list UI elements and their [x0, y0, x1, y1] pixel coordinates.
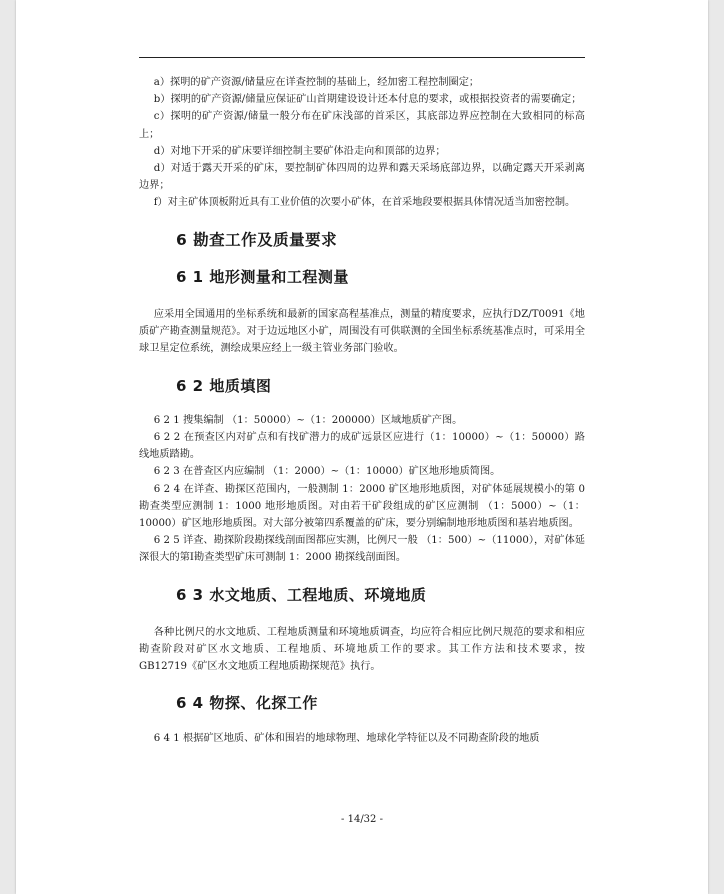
section-6-1-text: 应采用全国通用的坐标系统和最新的国家高程基准点，测量的精度要求，应执行DZ/T0091《地质矿产勘查测量规范》。对于边远地区小矿，周围没有可供联测的全国坐标系统基准点时，可采用全球卫星定位系统，测绘成果应经上一级主管业务部门验收。	[139, 309, 585, 355]
list-item-f: f）对主矿体顶板附近具有工业价值的次要小矿体，在首采地段要根据具体情况适当加密控制。	[153, 197, 576, 209]
section-6-3-text: 各种比例尺的水文地质、工程地质测量和环境地质调查，均应符合相应比例尺规范的要求和相应勘查阶段对矿区水文地质、工程地质、环境地质工作的要求。其工作方法和技术要求，按 GB12719《矿区水文地质工程地质勘探规范》执行。	[139, 626, 585, 673]
section-6-2-heading: 6 2 地质填图	[176, 376, 272, 395]
list-item-c: c）探明的矿产资源/储量一般分布在矿床浅部的首采区，其底部边界应控制在大致相同的标高上；	[139, 111, 585, 140]
page-number: - 14/32 -	[341, 814, 383, 825]
section-6-3-heading: 6 3 水文地质、工程地质、环境地质	[176, 585, 427, 604]
list-item-a: a）探明的矿产资源/储量应在详查控制的基础上，经加密工程控制圈定；	[153, 77, 480, 88]
item-6-4-1: 6 4 1 根据矿区地质、矿体和围岩的地球物理、地球化学特征以及不同勘查阶段的地质	[153, 732, 540, 744]
list-item-b: b）探明的矿产资源/储量应保证矿山首期建设设计还本付息的要求，或根据投资者的需要确定；	[153, 94, 582, 106]
document-content	[139, 74, 585, 747]
item-6-2-2: 6 2 2 在预查区内对矿点和有找矿潜力的成矿远景区应进行（1：10000）~（1：50000）路线地质踏勘。	[139, 432, 585, 461]
list-item-d2: d）对适于露天开采的矿床，要控制矿体四周的边界和露天采场底部边界，以确定露天开采剥离边界；	[139, 163, 585, 192]
list-item-d1: d）对地下开采的矿床要详细控制主要矿体沿走向和顶部的边界；	[153, 145, 446, 157]
item-6-2-5: 6 2 5 详查、勘探阶段勘探线剖面图都应实测，比例尺一般 （1：500）~（11000），对矿体延深很大的第Ⅰ勘查类型矿床可测制 1：2000 勘探线剖面图。	[139, 535, 585, 564]
section-6-1-heading: 6 1 地形测量和工程测量	[176, 267, 349, 286]
section-6-4-heading: 6 4 物探、化探工作	[176, 694, 318, 713]
section-6-heading: 6 勘查工作及质量要求	[176, 230, 338, 249]
item-6-2-1: 6 2 1 搜集编制 （1：50000）~（1：200000）区域地质矿产图。	[153, 414, 463, 426]
header-rule	[139, 57, 585, 58]
item-6-2-4: 6 2 4 在详查、勘探区范围内，一般测制 1：2000 矿区地形地质图，对矿体延展规模小的第 0 勘查类型应测制 1：1000 地形地质图。对由若干矿段组成的矿区应测制 （1：5000）~（1：10000）矿区地形地质图。对大部分被第四系覆盖的矿床，要分别编制地形地质图和基岩地质图。	[139, 483, 585, 530]
item-6-2-3: 6 2 3 在普查区内应编制 （1：2000）~（1：10000）矿区地形地质简图。	[153, 466, 501, 478]
